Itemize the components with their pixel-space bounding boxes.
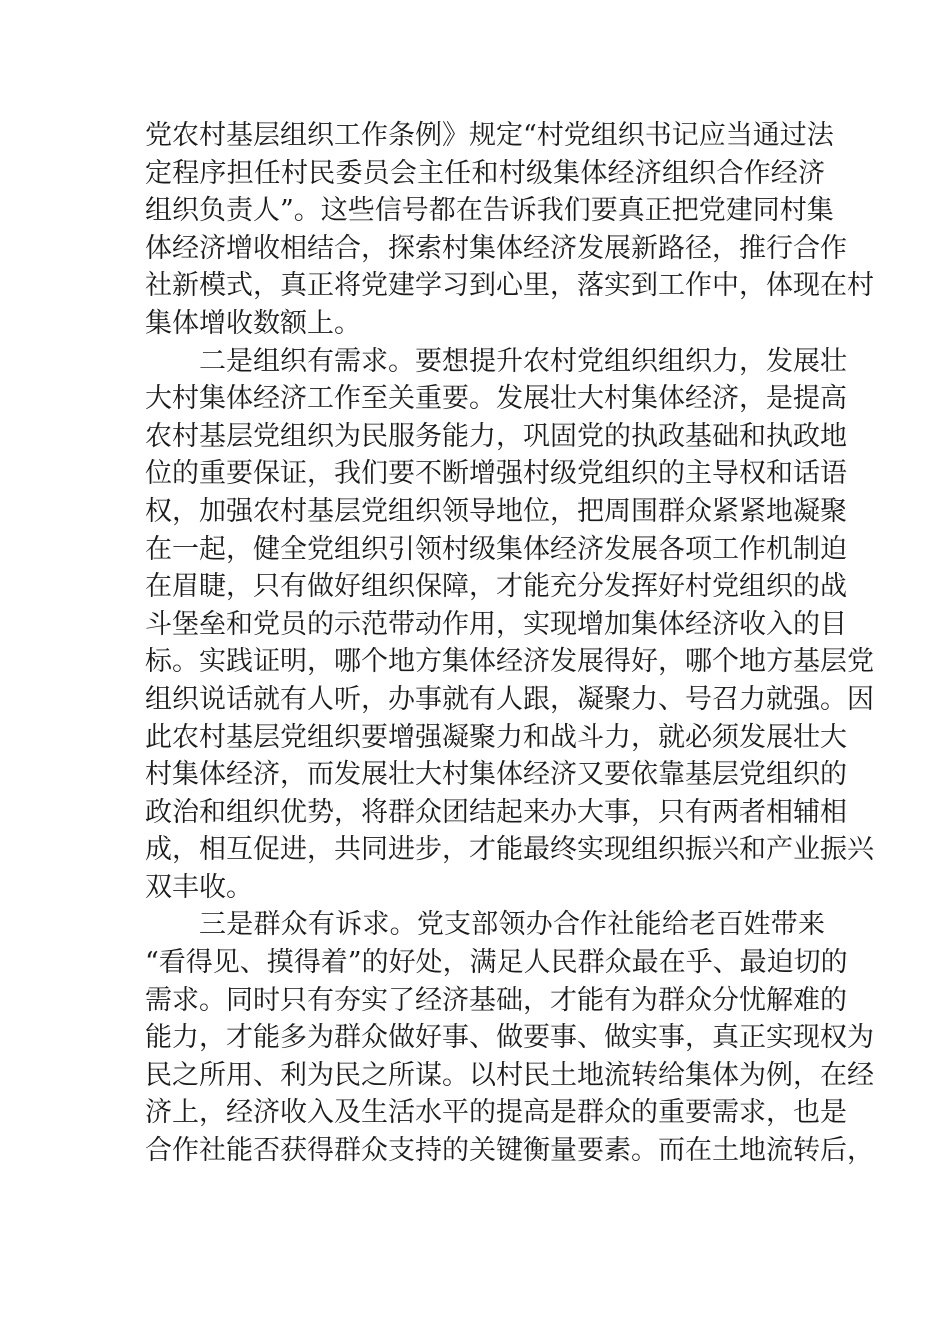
text-line: 三是群众有诉求。党支部领办合作社能给老百姓带来 <box>199 909 825 941</box>
text-line: 党农村基层组织工作条例》规定“村党组织书记应当通过法 <box>145 120 834 151</box>
text-line: “看得见、摸得着”的好处，满足人民群众最在乎、最迫切的 <box>145 947 848 979</box>
text-line: 双丰收。 <box>145 871 253 903</box>
text-line: 标。实践证明，哪个地方集体经济发展得好，哪个地方基层党 <box>145 646 874 678</box>
document-body <box>145 117 874 1170</box>
text-line: 济上，经济收入及生活水平的提高是群众的重要需求，也是 <box>145 1097 847 1129</box>
text-line: 组织负责人”。这些信号都在告诉我们要真正把党建同村集 <box>145 195 834 227</box>
text-line: 定程序担任村民委员会主任和村级集体经济组织合作经济 <box>145 157 825 189</box>
text-line: 斗堡垒和党员的示范带动作用，实现增加集体经济收入的目 <box>145 608 847 640</box>
text-line: 权，加强农村基层党组织领导地位，把周围群众紧紧地凝聚 <box>145 495 847 527</box>
text-line: 政治和组织优势，将群众团结起来办大事，只有两者相辅相 <box>145 796 847 828</box>
text-line: 农村基层党组织为民服务能力，巩固党的执政基础和执政地 <box>145 420 847 452</box>
text-line: 合作社能否获得群众支持的关键衡量要素。而在土地流转后， <box>145 1135 874 1167</box>
text-line: 二是组织有需求。要想提升农村党组织组织力，发展壮 <box>199 345 847 377</box>
text-line: 在一起，健全党组织引领村级集体经济发展各项工作机制迫 <box>145 533 847 565</box>
text-line: 村集体经济，而发展壮大村集体经济又要依靠基层党组织的 <box>145 759 847 791</box>
text-line: 在眉睫，只有做好组织保障，才能充分发挥好村党组织的战 <box>145 571 847 603</box>
text-line: 民之所用、利为民之所谋。以村民土地流转给集体为例，在经 <box>145 1059 874 1091</box>
text-line: 大村集体经济工作至关重要。发展壮大村集体经济，是提高 <box>145 383 847 415</box>
text-line: 组织说话就有人听，办事就有人跟，凝聚力、号召力就强。因 <box>145 683 874 715</box>
paragraph-3 <box>145 906 874 1169</box>
text-line: 体经济增收相结合，探索村集体经济发展新路径，推行合作 <box>145 232 847 264</box>
text-line: 此农村基层党组织要增强凝聚力和战斗力，就必须发展壮大 <box>145 721 847 753</box>
text-line: 能力，才能多为群众做好事、做要事、做实事，真正实现权为 <box>145 1022 874 1054</box>
text-line: 位的重要保证，我们要不断增强村级党组织的主导权和话语 <box>145 458 847 490</box>
paragraph-1 <box>145 117 874 343</box>
text-line: 成，相互促进，共同进步，才能最终实现组织振兴和产业振兴 <box>145 834 874 866</box>
text-line: 需求。同时只有夯实了经济基础，才能有为群众分忧解难的 <box>145 984 847 1016</box>
text-line: 社新模式，真正将党建学习到心里，落实到工作中，体现在村 <box>145 270 874 302</box>
text-line: 集体增收数额上。 <box>145 307 361 339</box>
paragraph-2 <box>145 343 874 907</box>
